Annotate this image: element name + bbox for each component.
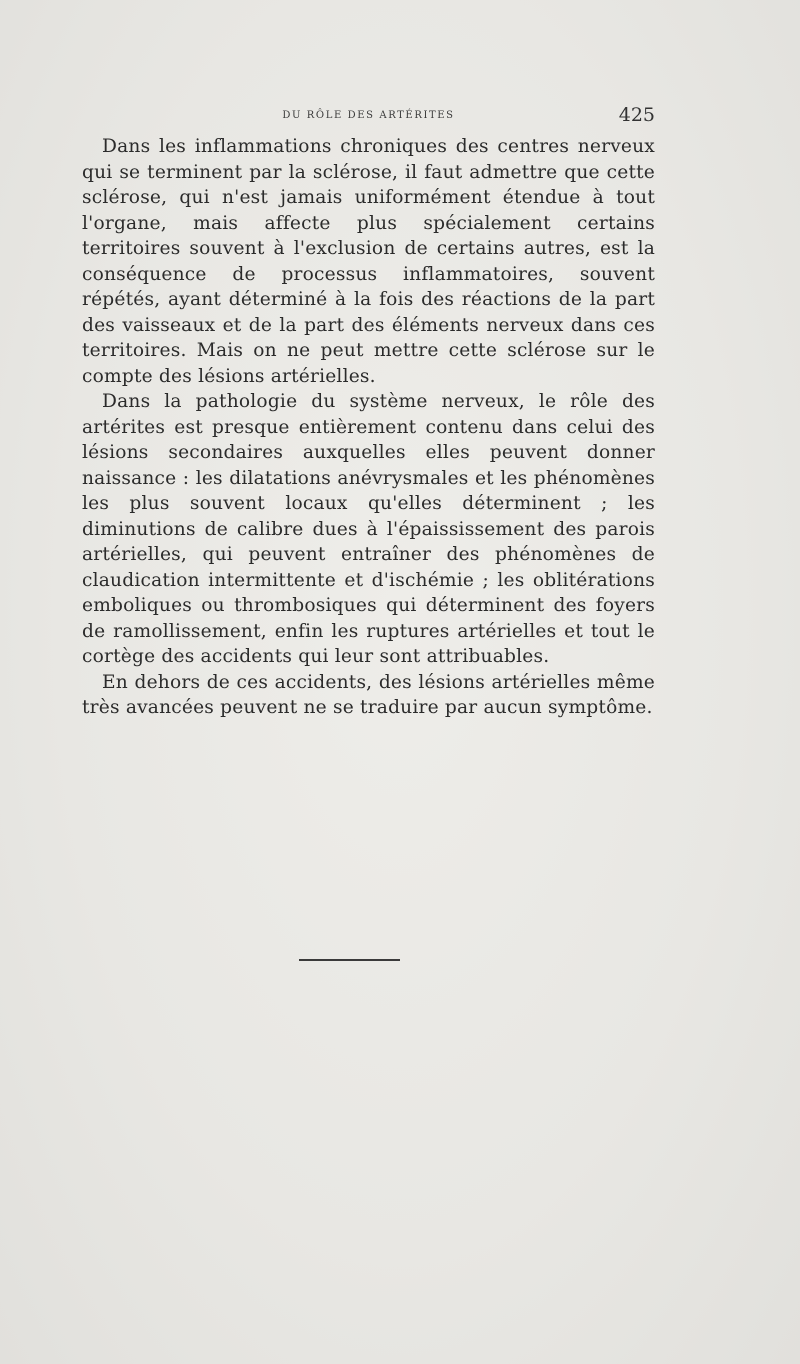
text-block	[82, 134, 655, 721]
paragraph-2: Dans la pathologie du système nerveux, le rôle des artérites est presque entièrement contenu dans celui des lésions secondaires auxquelles elles peuvent donner naissance : les dilatations anévrysmales et les phénomènes les plus souvent locaux qu'elles déterminent ; les diminutions de calibre dues à l'épaississement des parois artérielles, qui peuvent entraîner des phénomènes de claudication intermittente et d'ischémie ; les oblitérations emboliques ou thrombosiques qui déterminent des foyers de ramollissement, enfin les ruptures artérielles et tout le cortège des accidents qui leur sont attribuables.	[82, 391, 655, 667]
running-title: DU RÔLE DES ARTÉRITES	[282, 110, 455, 121]
paragraph-3: En dehors de ces accidents, des lésions artérielles même très avancées peuvent ne se traduire par aucun symptôme.	[82, 671, 655, 718]
paragraph-1: Dans les inflammations chroniques des centres nerveux qui se terminent par la sclérose, il faut admettre que cette sclérose, qui n'est jamais uniformément étendue à tout l'organe, mais affecte plus spécialement certains territoires souvent à l'exclusion de certains autres, est la conséquence de processus inflammatoires, souvent répétés, ayant déterminé à la fois des réactions de la part des vaisseaux et de la part des éléments nerveux dans ces territoires. Mais on ne peut mettre cette sclérose sur le compte des lésions artérielles.	[82, 136, 655, 387]
running-head	[82, 104, 655, 132]
end-rule	[299, 959, 400, 961]
page-number: 425	[618, 104, 655, 126]
